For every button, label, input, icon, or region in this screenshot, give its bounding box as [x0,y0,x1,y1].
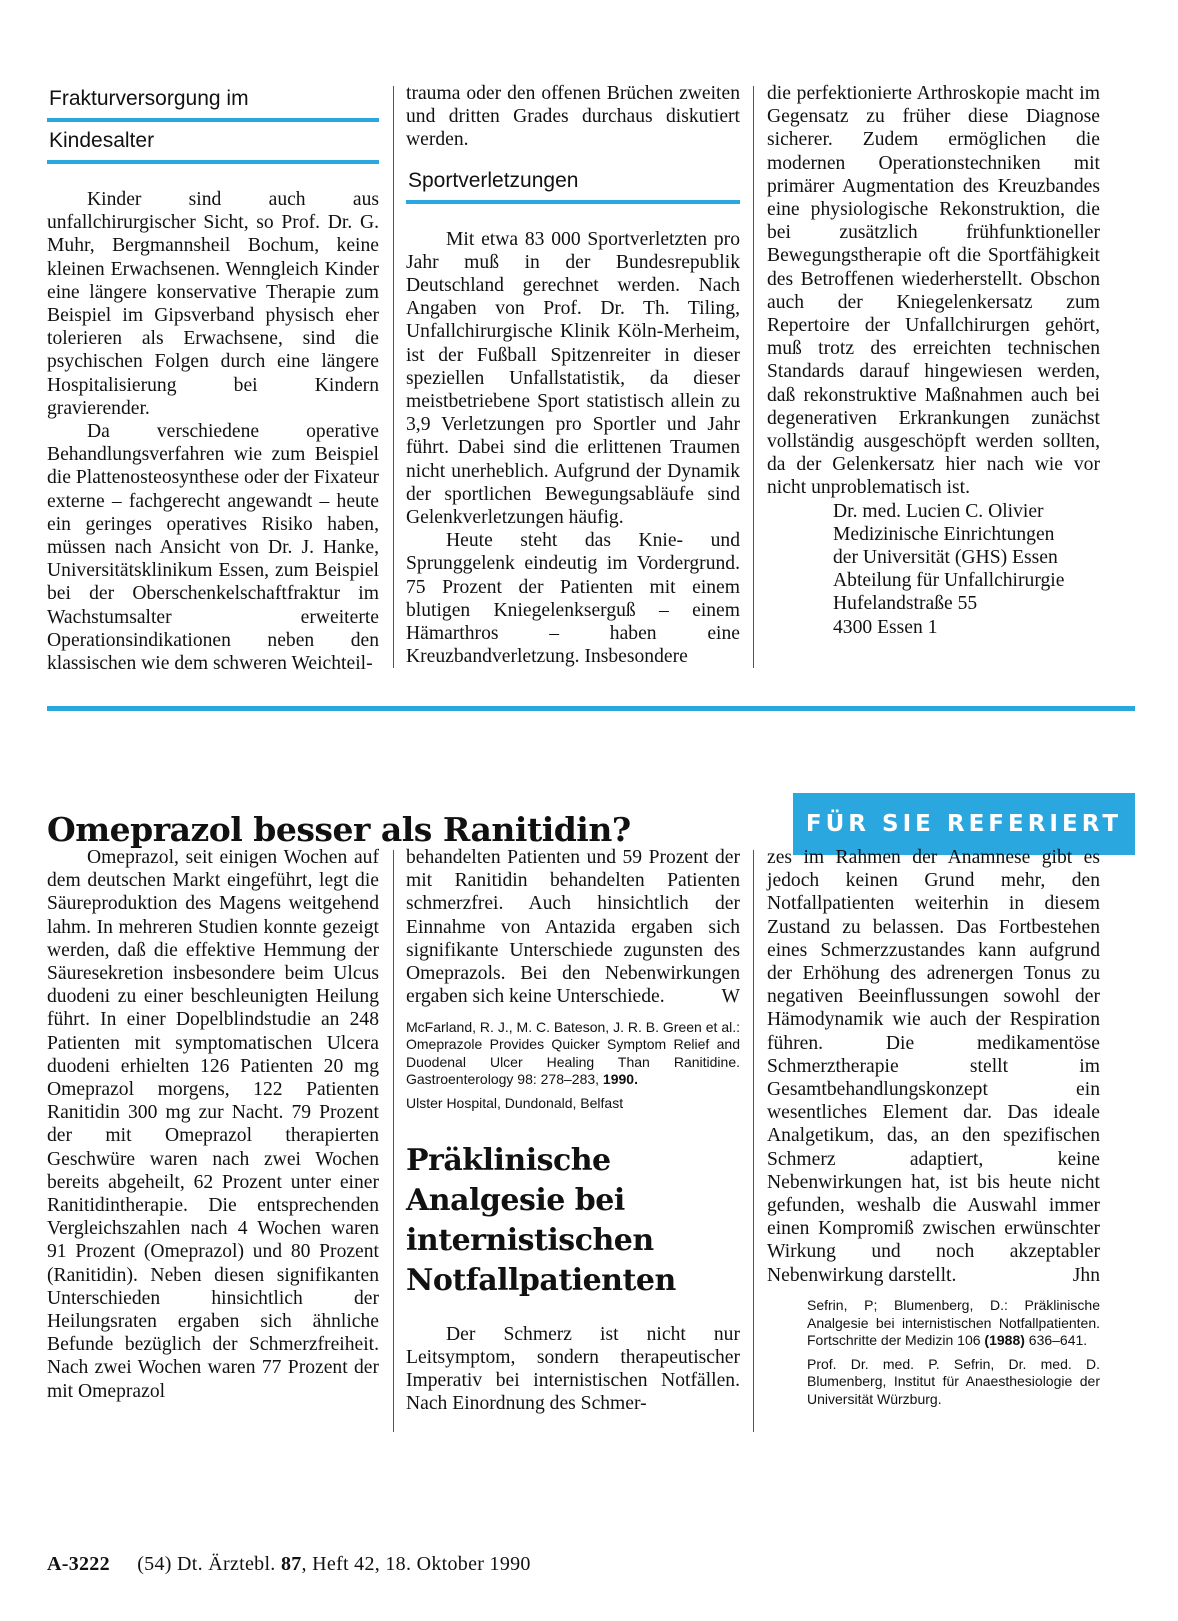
top-column-1 [47,80,379,675]
top-column-3 [767,82,1100,639]
page-footer [47,1553,531,1576]
section-heading-line: Frakturversorgung im [47,80,379,122]
signature-line: Dr. med. Lucien C. Olivier [833,500,1044,522]
signature-line: Abteilung für Unfallchirurgie [833,570,1065,592]
paragraph: die perfektionierte Arthroskopie macht im Gegensatz zu früher diese Diagnose sicherer. Zudem ermöglichen die modernen Operationstechniken mit primärer Augmentation des Kreuzbandes eine physiologische Rekonstruktion, die bei zusätzlich frühfunktioneller Bewegungstherapie oft die Sportfähigkeit des Betroffenen wiederherstellt. Obschon auch der Kniegelenkersatz zum Repertoire der Unfallchirurgen gehört, muß trotz des erreichten technischen Standards darauf hingewiesen werden, daß rekonstruktive Maßnahmen auch bei degenerativen Erkrankungen zunächst vollständig ausgeschöpft werden sollten, da der Gelenkersatz hier nach wie vor nicht unproblematisch ist. [767,83,1100,499]
reference-text: Sefrin, P; Blumenberg, D.: Präklinische Analgesie bei internistischen Notfallpatienten. Fortschritte der Medizin 106 [807,1297,1100,1349]
reference-affiliation: Prof. Dr. med. P. Sefrin, Dr. med. D. Blumenberg, Institut für Anaesthesiologie der Universität Würzburg. [807,1355,1100,1408]
section-separator [47,706,1135,711]
section-badge: FÜR SIE REFERIERT [793,793,1135,855]
section-heading-line: Kindesalter [47,122,379,164]
paragraph: trauma oder den offenen Brüchen zweiten und dritten Grades durchaus diskutiert werden. [406,83,740,151]
paragraph: Da verschiedene operative Behandlungsverfahren wie zum Beispiel die Plattenosteosynthese oder der Fixateur externe – fachgerecht angewandt – heute ein geringes operatives Risiko haben, müssen nach Ansicht von Dr. J. Hanke, Universitätsklinikum Essen, zum Beispiel bei der Oberschenkelschaftfraktur im Wachstumsalter erweiterte Operationsindikationen neben den klassischen wie dem schweren Weichteil- [47,421,379,675]
reference-affiliation: Ulster Hospital, Dundonald, Belfast [406,1095,624,1111]
column-divider [393,850,394,1432]
volume-number: 87 [280,1553,302,1575]
bottom-column-1 [47,846,379,1403]
reference-text: McFarland, R. J., M. C. Bateson, J. R. B. Green et al.: Omeprazole Provides Quicker Symptom Relief and Duodenal Ulcer Healing Than Ranitidine. Gastroenterology 98: 278–283, [406,1018,740,1088]
reference-pages: 636–641. [1028,1332,1088,1349]
section-heading-sports-injuries: Sportverletzungen [406,162,740,204]
signature-line: 4300 Essen 1 [833,616,938,638]
paragraph: Mit etwa 83 000 Sportverletzten pro Jahr muß in der Bundesrepublik Deutschland gerechnet werden. Nach Angaben von Prof. Dr. Th. Tiling, Unfallchirurgische Klinik Köln-Merheim, ist der Fußball Spitzenreiter in dieser speziellen Unfallstatistik, da dieser meistbetriebene Sport statistisch allein zu 3,9 Verletzungen pro Sportler und Jahr führt. Dabei sind die erlittenen Traumen nicht unerheblich. Aufgrund der Dynamik der sportlichen Bewegungsabläufe sind Gelenkverletzungen häufig. [406,228,740,529]
top-column-2 [406,82,740,668]
paragraph: Heute steht das Knie- und Sprunggelenk eindeutig im Vordergrund. 75 Prozent der Patienten mit einem blutigen Kniegelenkserguß – einem Hämarthros – haben eine Kreuzbandverletzung. Insbesondere [406,530,740,668]
paragraph: Der Schmerz ist nicht nur Leitsymptom, sondern therapeutischer Imperativ bei internistischen Notfällen. Nach Einordnung des Schmer- [406,1323,740,1415]
author-initial: W [721,986,740,1008]
section-heading-fracture-care [47,80,379,164]
paragraph: behandelten Patienten und 59 Prozent der mit Ranitidin behandelten Patienten schmerzfrei. Auch hinsichtlich der Einnahme von Antazida ergaben sich signifikante Unterschiede zugunsten des Omeprazols. Bei den Nebenwirkungen ergaben sich keine Unterschiede. [406,847,740,1008]
signature-line: der Universität (GHS) Essen [833,547,1058,569]
reference-year: (1988) [984,1332,1025,1349]
article-title-analgesia: Präklinische Analgesie bei internistischen Notfallpatienten [406,1142,676,1298]
column-divider [753,86,754,668]
reference [406,1019,740,1089]
paragraph: Kinder sind auch aus unfallchirurgischer Sicht, so Prof. Dr. G. Muhr, Bergmannsheil Bochum, keine kleinen Erwachsenen. Wenngleich Kinder eine längere konservative Therapie zum Beispiel im Gipsverband physisch eher tolerieren als Erwachsene, sind die psychischen Folgen durch eine längere Hospitalisierung bei Kindern gravierender. [47,189,379,419]
author-signature [767,500,1100,639]
page-number: A-3222 [47,1553,110,1575]
reference [767,1297,1100,1350]
paragraph: Omeprazol, seit einigen Wochen auf dem deutschen Markt eingeführt, legt die Säureproduktion des Magens weitgehend lahm. In mehreren Studien konnte gezeigt werden, daß die effektive Hemmung der Säuresekretion insbesondere beim Ulcus duodeni zu einer beschleunigten Heilung führt. In einer Dopelblindstudie an 248 Patienten mit symptomatischen Ulcera duodeni erhielten 126 Patienten 20 mg Omeprazol morgens, 122 Patienten Ranitidin 300 mg zur Nacht. 79 Prozent der mit Omeprazol therapierten Geschwüre waren nach zwei Wochen bereits abgeheilt, 62 Prozent unter einer Ranitidintherapie. Die entsprechenden Vergleichszahlen nach 4 Wochen waren 91 Prozent (Omeprazol) und 80 Prozent (Ranitidin). Neben diesen signifikanten Unterschieden hinsichtlich der Heilungsraten ergaben sich ähnliche Befunde bezüglich der Schmerzfreiheit. Nach zwei Wochen waren 77 Prozent der mit Omeprazol [47,847,379,1402]
issue-date: , Heft 42, 18. Oktober 1990 [301,1553,531,1575]
author-initials: Jhn [1072,1264,1100,1286]
column-divider [753,850,754,1432]
bottom-column-3 [767,846,1100,1409]
column-divider [393,86,394,668]
bottom-column-2 [406,846,740,1415]
article-title-omeprazol: Omeprazol besser als Ranitidin? [47,810,631,849]
paragraph: zes im Rahmen der Anamnese gibt es jedoch keinen Grund mehr, den Notfallpatienten weiterhin in diesem Zustand zu belassen. Das Fortbestehen eines Schmerzzustandes kann aufgrund der Erhöhung des adrenergen Tonus zu negativen Beeinflussungen sowohl der Hämodynamik wie auch der Respiration führen. Die medikamentöse Schmerztherapie stellt im Gesamtbehandlungskonzept ein wesentliches Element dar. Das ideale Analgetikum, das, an den spezifischen Schmerz adaptiert, keine Nebenwirkungen hat, ist bis heute nicht gefunden, weshalb die Auswahl immer einen Kompromiß zwischen erwünschter Wirkung und noch akzeptabler Nebenwirkung darstellt. [767,847,1100,1286]
signature-line: Medizinische Einrichtungen [833,523,1055,545]
signature-line: Hufelandstraße 55 [833,593,978,615]
reference-year: 1990. [602,1071,638,1088]
journal-citation: (54) Dt. Ärztebl. [137,1553,276,1575]
